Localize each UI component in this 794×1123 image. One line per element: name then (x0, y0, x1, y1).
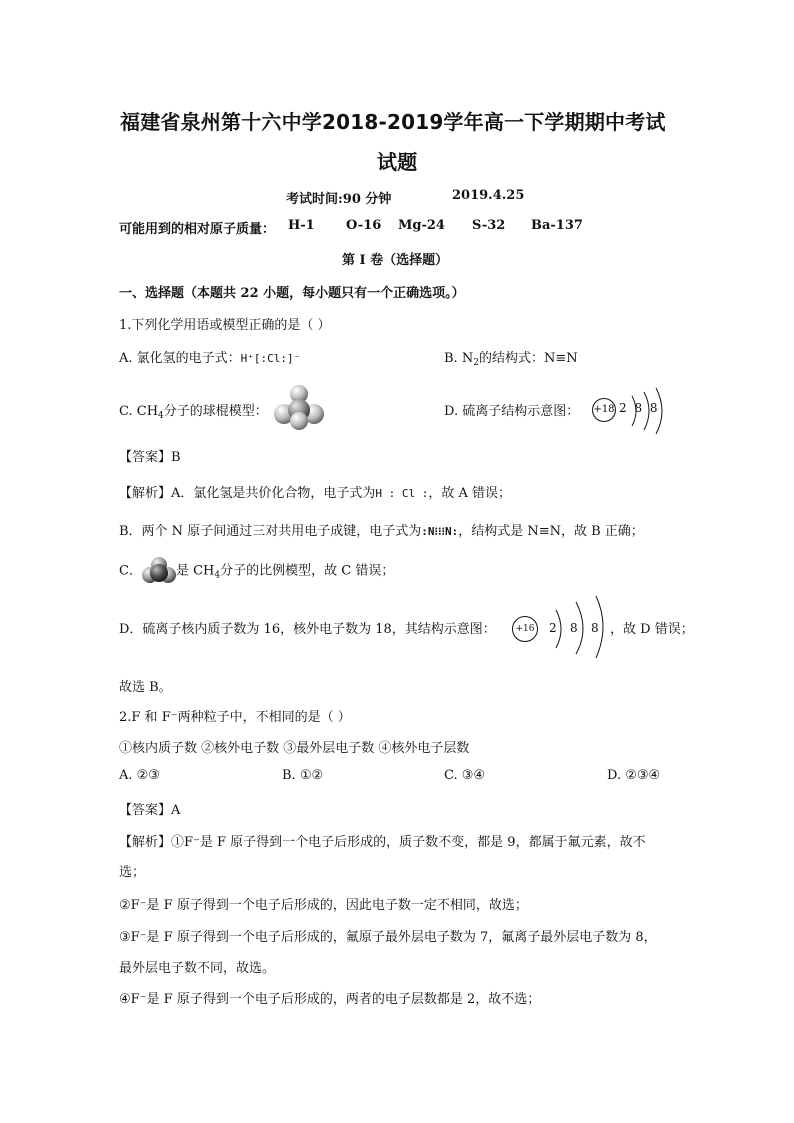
q2-option-a: A. ②③ (119, 768, 160, 783)
q2-stem: 2.F 和 F⁻两种粒子中，不相同的是（ ） (119, 710, 351, 725)
q1-option-b-rest: 的结构式：N≡N (478, 351, 578, 366)
q2-exp1-line2: 选； (119, 865, 146, 880)
q1-option-b (444, 347, 578, 368)
q1-exp-d-shell-2: 8 (570, 621, 578, 635)
q1-option-a-formula: H⁺[:Cl:]⁻ (240, 352, 301, 365)
q1-exp-c-post: 分子的比例模型，故 C 错误； (220, 563, 395, 579)
q1-exp-a-pre: A．氯化氢是共价化合物，电子式为 (171, 486, 376, 501)
q1-option-d-nucleus: +18 (592, 398, 616, 422)
q2-exp3-line1: ③F⁻是 F 原子得到一个电子后形成的，氟原子最外层电子数为 7，氟离子最外层电子数为 8， (119, 930, 657, 945)
atomic-mass-h: H-1 (288, 218, 315, 233)
q1-option-b-sub: 2 (473, 358, 479, 368)
q2-option-b: B. ①② (282, 768, 324, 783)
atomic-mass-s: S-32 (472, 218, 506, 233)
q1-option-c (119, 400, 268, 421)
q1-option-a-label: A. 氯化氢的电子式： (119, 351, 241, 366)
q1-explanation-d: D．硫离子核内质子数为 16，核外电子数为 18，其结构示意图： (119, 622, 496, 637)
q1-option-a (119, 347, 300, 366)
q2-option-c: C. ③④ (444, 768, 486, 783)
section-title: 一、选择题（本题共 22 小题，每小题只有一个正确选项。） (119, 286, 465, 301)
doc-title-line1: 福建省泉州第十六中学2018-2019学年高一下学期期中考试 (120, 110, 666, 134)
q1-exp-c-mid: 是 CH (175, 563, 215, 579)
q1-exp-b-post: ，结构式是 N≡N，故 B 正确； (458, 524, 644, 539)
q1-stem: 1.下列化学用语或模型正确的是（ ） (119, 318, 331, 333)
q2-exp3-line2: 最外层电子数不同，故选。 (119, 961, 276, 976)
q1-exp-d-post: ，故 D 错误； (610, 622, 694, 637)
ch4-ball-model-image (272, 384, 326, 430)
q1-exp-d-shell-1: 2 (549, 621, 557, 635)
q1-exp-d-nucleus: +16 (512, 616, 538, 642)
q2-exp2: ②F⁻是 F 原子得到一个电子后形成的，因此电子数一定不相同，故选； (119, 898, 528, 913)
exam-date: 2019.4.25 (452, 188, 525, 203)
q2-exp4: ④F⁻是 F 原子得到一个电子后形成的，两者的电子层数都是 2，故不选； (119, 992, 541, 1007)
shell-arcs-large-icon (508, 596, 608, 658)
doc-title-line2: 试题 (377, 150, 418, 174)
q1-exp-c-sub: 4 (214, 570, 221, 581)
shell-arcs-icon (616, 386, 666, 436)
q1-explanation-c (119, 556, 394, 586)
q1-option-d-shells: 2 8 8 (619, 401, 660, 415)
q1-exp-d-shell-3: 8 (591, 621, 599, 635)
part-title: 第 I 卷（选择题） (342, 253, 449, 268)
atomic-mass-mg: Mg-24 (398, 218, 445, 233)
q1-explanation-a (119, 482, 511, 501)
q2-items: ①核内质子数 ②核外电子数 ③最外层电子数 ④核外电子层数 (119, 741, 470, 756)
q1-exp-a-post: ，故 A 错误； (428, 486, 512, 501)
q1-exp-c-pre: C． (119, 563, 142, 579)
q1-option-d: D. 硫离子结构示意图： (444, 404, 580, 419)
q2-exp1-line1: 【解析】①F⁻是 F 原子得到一个电子后形成的，质子数不变，都是 9，都属于氟元素，故不 (119, 835, 646, 850)
q2-answer: 【答案】A (119, 803, 181, 818)
q1-exp-b-pre: B．两个 N 原子间通过三对共用电子成键，电子式为 (119, 524, 422, 539)
q1-exp-d-diagram (508, 596, 608, 656)
q1-explanation-b (119, 520, 644, 539)
exam-time: 考试时间:90 分钟 (286, 192, 392, 207)
q1-exp-a-formula: H : Cl : (375, 487, 429, 500)
q1-option-b-label: B. N (444, 351, 474, 366)
q1-conclusion: 故选 B。 (119, 680, 172, 695)
q1-option-c-label: C. CH (119, 404, 159, 419)
ch4-space-fill-image (142, 556, 176, 586)
q1-exp-b-formula: :N⁝⁝⁝N: (421, 525, 459, 538)
q1-exp-label: 【解析】 (119, 486, 172, 501)
q1-answer: 【答案】B (119, 450, 181, 465)
atomic-mass-ba: Ba-137 (531, 218, 583, 233)
q1-option-c-rest: 分子的球棍模型： (163, 404, 268, 419)
q2-option-d: D. ②③④ (607, 768, 661, 783)
atomic-mass-o: O-16 (346, 218, 382, 233)
q1-option-c-sub: 4 (158, 411, 164, 421)
atomic-mass-label: 可能用到的相对原子质量： (119, 222, 276, 237)
